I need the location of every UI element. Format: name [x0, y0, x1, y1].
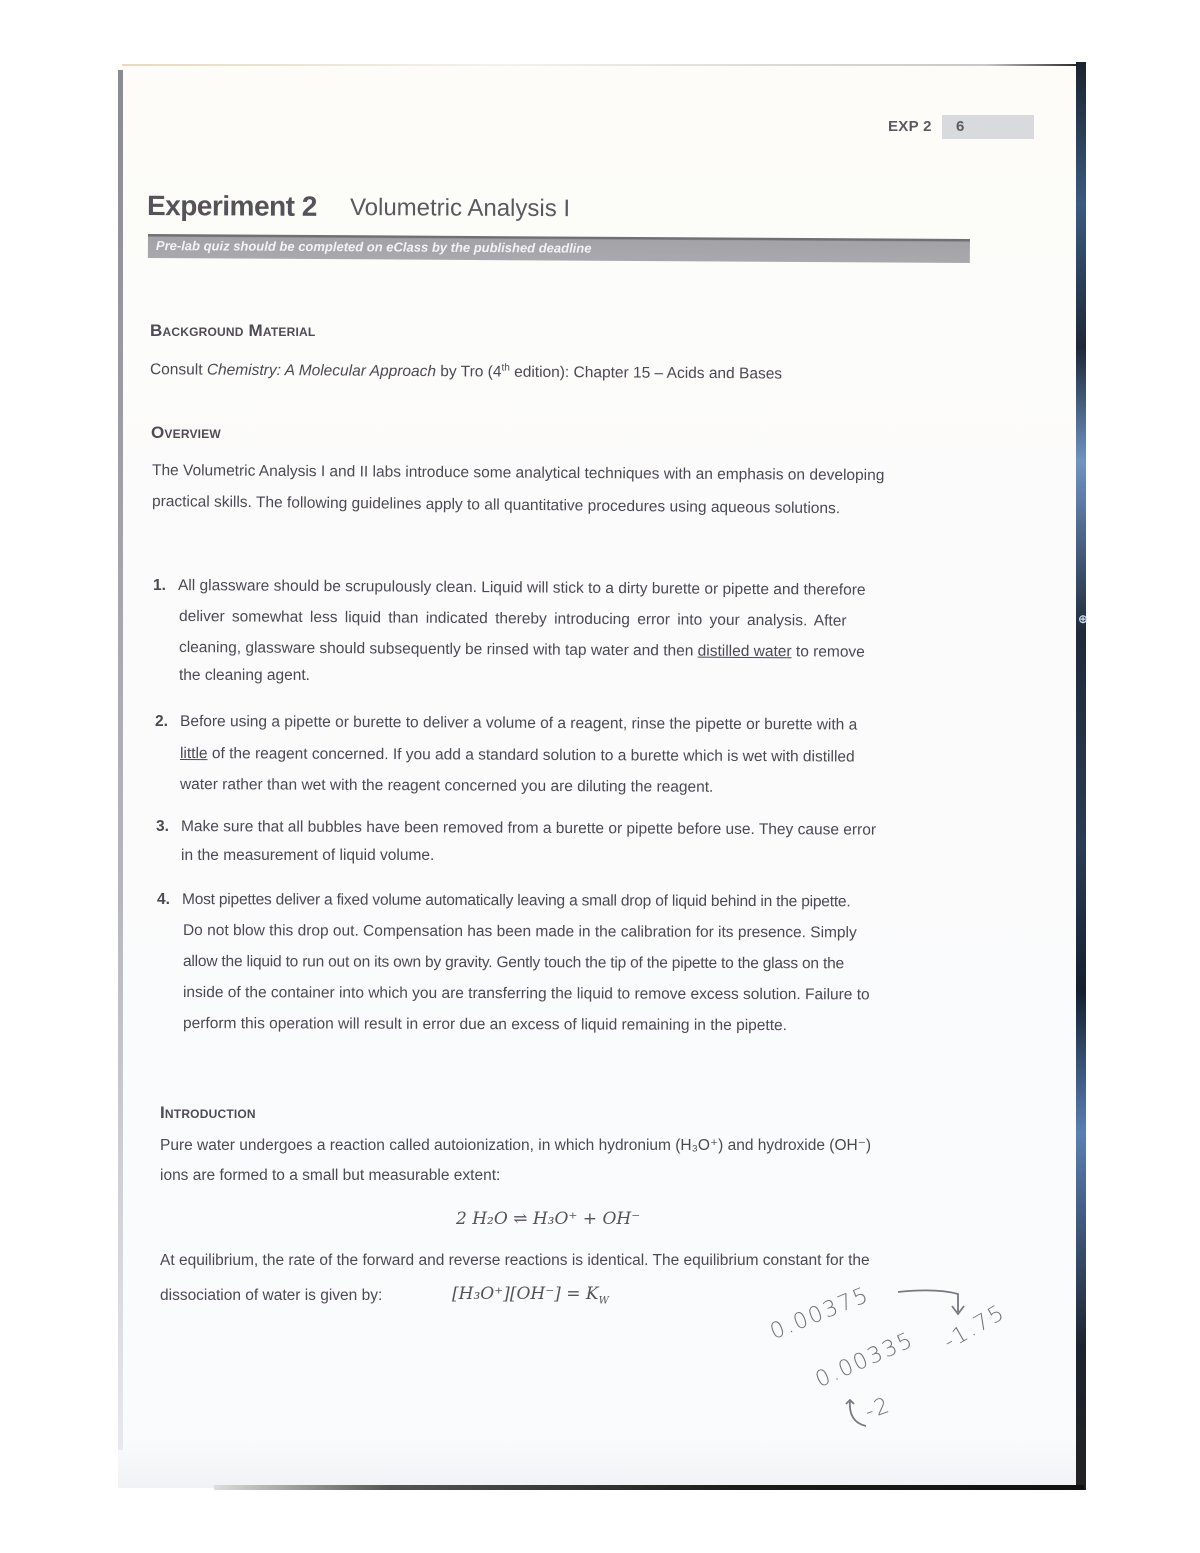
introduction-heading: Introduction [160, 1103, 256, 1122]
hook-arrow-icon [842, 1398, 872, 1432]
guideline-number: 4. [157, 891, 170, 908]
background-glyph: ⊕ [1078, 612, 1089, 626]
guideline-4-line-3: allow the liquid to run out on its own by gravity. Gently touch the tip of the pipette to the glass on the [182, 953, 844, 973]
guideline-3-line-1: Make sure that all bubbles have been removed from a burette or pipette before use. They cause error [180, 818, 877, 839]
book-title: Chemistry: A Molecular Approach [206, 361, 437, 381]
consult-text: Consult [149, 361, 207, 379]
autoionization-equation: 2 H₂O ⇌ H₃O⁺ + OH⁻ [456, 1209, 641, 1229]
page-number: 6 [942, 115, 1034, 139]
underlined-little: little [179, 745, 208, 763]
guideline-1-line-1: All glassware should be scrupulously clean. Liquid will stick to a dirty burette or pipette and therefore [177, 577, 866, 599]
kw-prefix: dissociation of water is given by: [160, 1287, 383, 1304]
guideline-2-line-3: water rather than wet with the reagent concerned you are diluting the reagent. [179, 776, 714, 796]
guideline-2-line-2 [180, 745, 855, 767]
introduction-line-2: ions are formed to a small but measurable extent: [160, 1167, 501, 1184]
overview-line-1: The Volumetric Analysis I and II labs introduce some analytical techniques with an emphasis on developing [151, 462, 885, 485]
kw-subscript: W [598, 1295, 609, 1307]
guideline-2-text: of the reagent concerned. If you add a standard solution to a burette which is wet with distilled [207, 745, 855, 766]
guideline-1-line-4: the cleaning agent. [179, 667, 310, 684]
kw-equation-text: [H₃O⁺][OH⁻] = K [452, 1284, 599, 1304]
guideline-number: 1. [153, 577, 166, 594]
page-edge-bottom [214, 1485, 1084, 1490]
experiment-label: EXP 2 [888, 118, 932, 135]
chapter-text: edition): Chapter 15 – Acids and Bases [509, 363, 783, 383]
author-text: by Tro (4 [435, 363, 502, 381]
handwritten-note: -2 [861, 1392, 895, 1425]
guideline-4-line-2: Do not blow this drop out. Compensation has been made in the calibration for its presence. Simply [182, 922, 857, 942]
page-shadow [118, 1440, 1078, 1488]
introduction-line-1: Pure water undergoes a reaction called autoionization, in which hydronium (H₃O⁺) and hydroxide (OH⁻) [160, 1137, 872, 1154]
experiment-title: Experiment 2 [146, 190, 317, 222]
guideline-4-line-5: perform this operation will result in error due an excess of liquid remaining in the pipette. [182, 1015, 787, 1035]
guideline-4-line-1: Most pipettes deliver a fixed volume automatically leaving a small drop of liquid behind in the pipette. [181, 891, 851, 911]
guideline-number: 2. [155, 713, 168, 730]
guideline-1-text-end: to remove [791, 643, 865, 661]
guideline-2-line-1: Before using a pipette or burette to deliver a volume of a reagent, rinse the pipette or burette with a [179, 713, 858, 734]
background-screen-edge [1076, 62, 1089, 1490]
page-edge-left [118, 70, 123, 1450]
prelab-banner [148, 234, 970, 263]
guideline-1-line-2: deliver somewhat less liquid than indicated thereby introducing error into your analysis. After [178, 608, 847, 630]
overview-line-2: practical skills. The following guidelines apply to all quantitative procedures using aqueous solutions. [151, 493, 841, 518]
experiment-name: Volumetric Analysis I [349, 194, 571, 223]
edition-superscript: th [501, 362, 510, 374]
guideline-number: 3. [156, 818, 169, 835]
handwritten-note: 0.00335 [811, 1327, 918, 1393]
background-heading: Background Material [150, 321, 316, 340]
overview-heading: Overview [151, 423, 221, 442]
equilibrium-line: At equilibrium, the rate of the forward and reverse reactions is identical. The equilibrium constant for the [160, 1252, 870, 1269]
underlined-distilled-water: distilled water [697, 642, 792, 661]
arrow-icon [896, 1284, 976, 1318]
handwritten-note: -1.75 [939, 1299, 1010, 1355]
handwritten-note: 0.00375 [766, 1282, 874, 1345]
guideline-4-line-4: inside of the container into which you are transferring the liquid to remove excess solution. Failure to [182, 984, 870, 1004]
kw-equation [452, 1284, 609, 1306]
page-edge-top [122, 64, 1082, 66]
prelab-banner-text: Pre-lab quiz should be completed on eClass by the published deadline [155, 238, 592, 256]
guideline-3-line-2: in the measurement of liquid volume. [181, 847, 435, 864]
guideline-1-text: cleaning, glassware should subsequently be rinsed with tap water and then [178, 639, 698, 660]
